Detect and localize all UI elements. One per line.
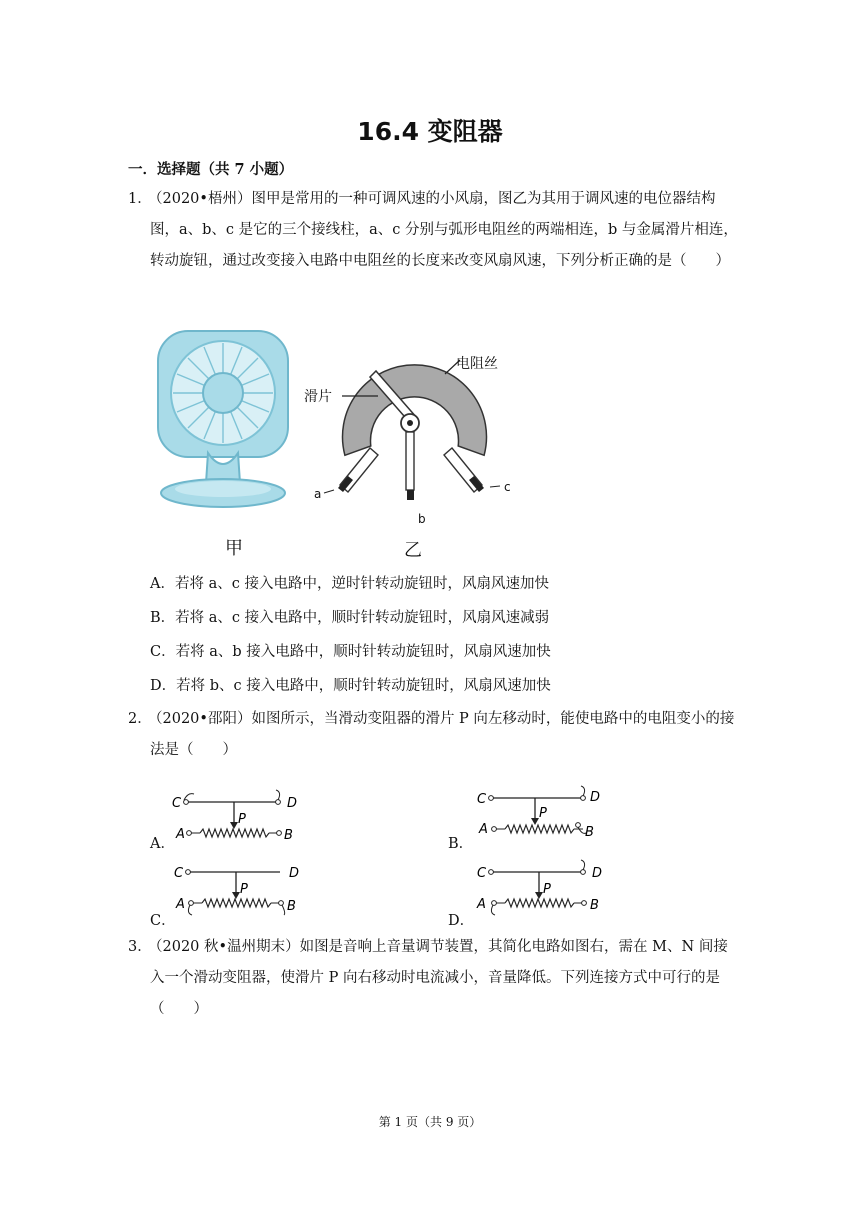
terminal-b: B xyxy=(287,899,296,914)
terminal-d: D xyxy=(590,790,601,805)
terminal-d: D xyxy=(287,796,298,811)
slider-p: P xyxy=(238,812,246,827)
rheostat-diagram-a xyxy=(170,788,310,850)
terminal-a-label: a xyxy=(314,487,322,501)
terminal-b: B xyxy=(585,825,594,840)
terminal-a: A xyxy=(477,897,486,912)
label-resistance-wire: 电阻丝 xyxy=(456,356,498,372)
question-3 xyxy=(128,932,740,1025)
option-a[interactable]: A．若将 a、c 接入电路中，逆时针转动旋钮时，风扇风速加快 xyxy=(150,576,549,592)
question-text: （2020•梧州）图甲是常用的一种可调风速的小风扇，图乙为其用于调风速的电位器结构图，a、b、c 是它的三个接线柱，a、c 分别与弧形电阻丝的两端相连，b 与金属滑片相连，转动旋钮，通过改变接入电路中电阻丝的长度来改变风扇风速，下列分析正确的是（ ） xyxy=(148,191,738,269)
q2-option-d[interactable]: D． xyxy=(448,913,475,929)
question-number: 2． xyxy=(128,711,152,727)
terminal-c: C xyxy=(477,792,487,807)
rheostat-diagram-d xyxy=(475,858,615,920)
question-text: （2020 秋•温州期末）如图是音响上音量调节装置，其简化电路如图右，需在 M、N 间接入一个滑动变阻器，使滑片 P 向右移动时电流减小，音量降低。下列连接方式中可行的是（ ） xyxy=(148,939,728,1017)
slider-p: P xyxy=(240,882,248,897)
label-slider: 滑片 xyxy=(304,389,332,405)
question-number: 1． xyxy=(128,191,152,207)
question-number: 3． xyxy=(128,939,152,955)
terminal-c-lead xyxy=(444,448,500,492)
rheostat-diagram-b xyxy=(475,784,615,846)
option-c[interactable]: C．若将 a、b 接入电路中，顺时针转动旋钮时，风扇风速加快 xyxy=(150,644,551,660)
question-2 xyxy=(128,704,740,766)
figure-caption-left: 甲 xyxy=(225,538,243,559)
terminal-c: C xyxy=(174,866,184,881)
figure-caption-right: 乙 xyxy=(404,540,422,561)
q2-option-a[interactable]: A． xyxy=(150,836,175,852)
terminal-a: A xyxy=(176,897,185,912)
section-heading: 一．选择题（共 7 小题） xyxy=(128,161,294,178)
page-footer: 第 1 页（共 9 页） xyxy=(378,1115,482,1129)
terminal-b: B xyxy=(284,828,293,843)
question-text: （2020•邵阳）如图所示，当滑动变阻器的滑片 P 向左移动时，能使电路中的电阻变小的接法是（ ） xyxy=(148,711,735,758)
q2-option-b[interactable]: B． xyxy=(448,836,474,852)
terminal-b: B xyxy=(590,898,599,913)
rheostat-diagram-c xyxy=(172,858,312,920)
slider-p: P xyxy=(543,882,551,897)
option-d[interactable]: D．若将 b、c 接入电路中，顺时针转动旋钮时，风扇风速加快 xyxy=(150,678,551,694)
terminal-c: C xyxy=(172,796,182,811)
terminal-a-lead xyxy=(324,448,378,493)
terminal-a: A xyxy=(479,822,488,837)
terminal-b-label: b xyxy=(418,512,426,526)
page-title: 16.4 变阻器 xyxy=(357,117,503,146)
terminal-d: D xyxy=(289,866,300,881)
option-b[interactable]: B．若将 a、c 接入电路中，顺时针转动旋钮时，风扇风速减弱 xyxy=(150,610,550,626)
terminal-c-label: c xyxy=(504,480,511,494)
question-1 xyxy=(128,184,740,277)
terminal-a: A xyxy=(176,827,185,842)
terminal-d: D xyxy=(592,866,603,881)
potentiometer-figure xyxy=(300,340,530,535)
terminal-c: C xyxy=(477,866,487,881)
q2-option-c[interactable]: C． xyxy=(150,913,176,929)
slider-p: P xyxy=(539,806,547,821)
fan-figure xyxy=(148,325,298,521)
